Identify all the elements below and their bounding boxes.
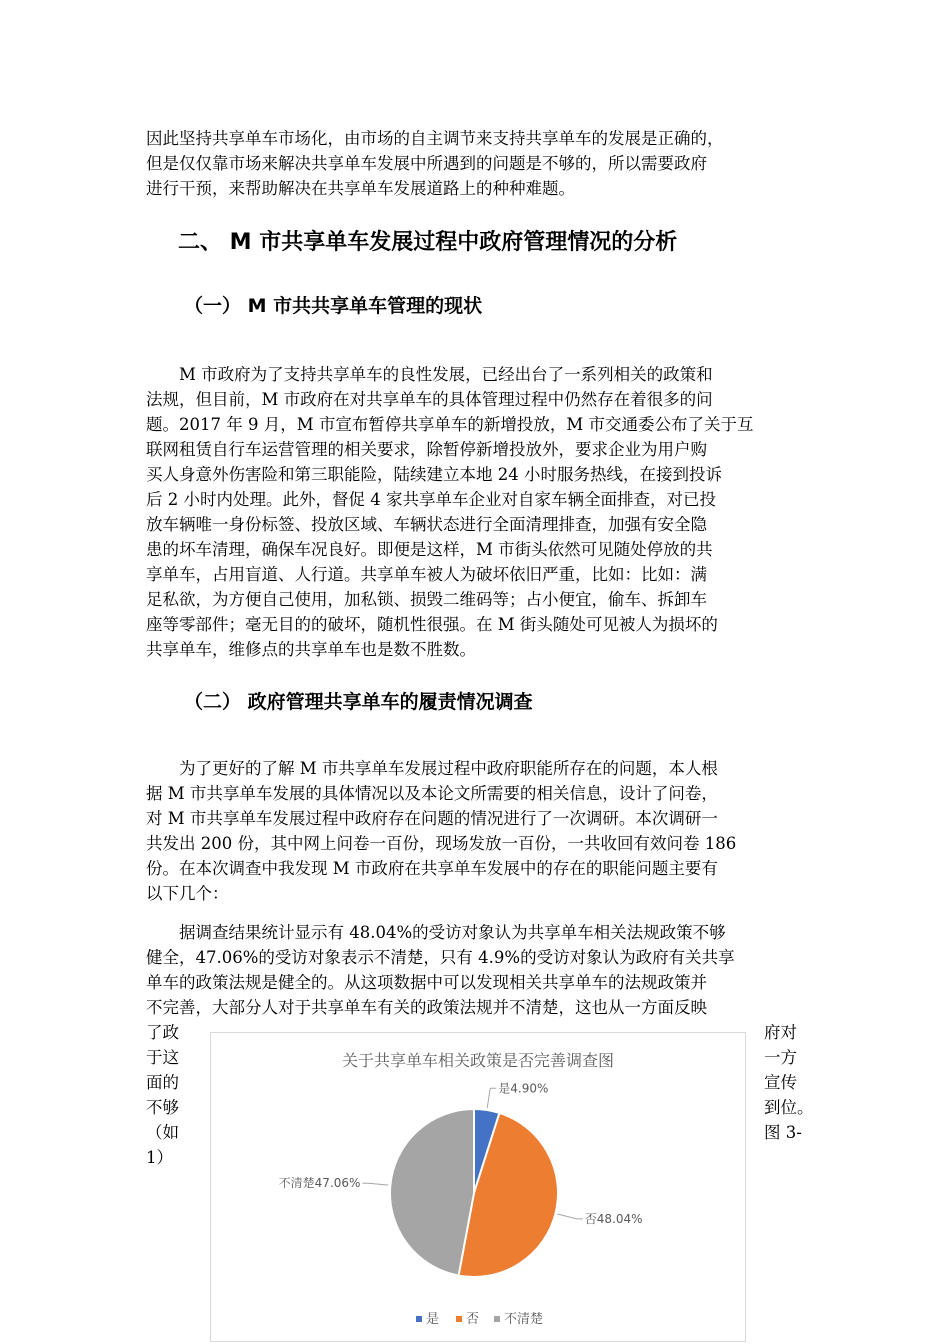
left-wrap-text: [146, 1020, 179, 1170]
text-line: 座等零部件；毫无目的的破坏，随机性很强。在 M 街头随处可见被人为损坏的: [146, 615, 718, 634]
text-line: 足私欲，为方便自己使用，加私锁、损毁二维码等；占小便宜，偷车、拆卸车: [146, 590, 707, 609]
section-heading: 二、 M 市共享单车发展过程中政府管理情况的分析: [178, 230, 678, 255]
text-line: 以下几个：: [146, 884, 229, 903]
data-label-0: 是4.90%: [498, 1081, 549, 1096]
legend-label-1: 否: [466, 1312, 480, 1327]
pie-chart-svg: [211, 1033, 745, 1341]
leader-line-2: [362, 1183, 388, 1185]
text-line: 联网租赁自行车运营管理的相关要求，除暂停新增投放外，要求企业为用户购: [146, 440, 707, 459]
pie-chart: [210, 1032, 746, 1342]
text-line: 不完善，大部分人对于共享单车有关的政策法规并不清楚，这也从一方面反映: [146, 998, 707, 1017]
leader-line-1: [557, 1214, 582, 1219]
text-line: 放车辆唯一身份标签、投放区域、车辆状态进行全面清理排查，加强有安全隐: [146, 515, 707, 534]
text-line: 共发出 200 份，其中网上问卷一百份，现场发放一百份，一共收回有效问卷 186: [146, 834, 737, 853]
text-line: 买人身意外伤害险和第三职能险，陆续建立本地 24 小时服务热线，在接到投诉: [146, 465, 722, 484]
text-line: 健全，47.06%的受访对象表示不清楚，只有 4.9%的受访对象认为政府有关共享: [146, 948, 735, 967]
text-line: 进行干预，来帮助解决在共享单车发展道路上的种种难题。: [146, 179, 575, 198]
right-wrap-text: [764, 1020, 814, 1145]
text-line: 份。在本次调查中我发现 M 市政府在共享单车发展中的存在的职能问题主要有: [146, 859, 718, 878]
legend-swatch-2: [494, 1316, 500, 1322]
text-fragment: 府对: [764, 1023, 797, 1042]
data-label-2: 不清楚47.06%: [278, 1176, 361, 1191]
text-fragment: 面的: [146, 1073, 179, 1092]
text-line: 后 2 小时内处理。此外，督促 4 家共享单车企业对自家车辆全面排查，对已投: [146, 490, 716, 509]
subsection-heading-1: （一） M 市共共享单车管理的现状: [184, 295, 483, 317]
text-fragment: 不够: [146, 1098, 179, 1117]
text-fragment: 图 3-: [764, 1123, 802, 1142]
text-line: M 市政府为了支持共享单车的良性发展，已经出台了一系列相关的政策和: [179, 365, 713, 384]
text-line: 因此坚持共享单车市场化，由市场的自主调节来支持共享单车的发展是正确的，: [146, 129, 724, 148]
paragraph-survey: [146, 756, 808, 906]
data-label-1: 否48.04%: [584, 1211, 643, 1226]
paragraph-results: [146, 920, 808, 1020]
legend-swatch-1: [456, 1316, 462, 1322]
text-line: 对 M 市共享单车发展过程中政府存在问题的情况进行了一次调研。本次调研一: [146, 809, 718, 828]
pie-slice-2: [390, 1109, 474, 1276]
chart-title: 关于共享单车相关政策是否完善调查图: [341, 1051, 615, 1070]
text-line: 单车的政策法规是健全的。从这项数据中可以发现相关共享单车的法规政策并: [146, 973, 707, 992]
text-fragment: （如: [146, 1123, 179, 1142]
text-line: 法规，但目前，M 市政府在对共享单车的具体管理过程中仍然存在着很多的问: [146, 390, 713, 409]
paragraph-current-situation: [146, 362, 808, 662]
text-fragment: 于这: [146, 1048, 179, 1067]
text-fragment: 了政: [146, 1023, 179, 1042]
legend-swatch-0: [416, 1316, 422, 1322]
subsection-heading-2: （二） 政府管理共享单车的履责情况调查: [184, 691, 533, 713]
text-line: 为了更好的了解 M 市共享单车发展过程中政府职能所存在的问题，本人根: [179, 759, 718, 778]
legend-label-0: 是: [426, 1312, 440, 1327]
text-line: 据 M 市共享单车发展的具体情况以及本论文所需要的相关信息，设计了问卷，: [146, 784, 718, 803]
text-line: 题。2017 年 9 月，M 市宣布暂停共享单车的新增投放，M 市交通委公布了关于互: [146, 415, 754, 434]
text-line: 据调查结果统计显示有 48.04%的受访对象认为共享单车相关法规政策不够: [179, 923, 726, 942]
text-line: 但是仅仅靠市场来解决共享单车发展中所遇到的问题是不够的，所以需要政府: [146, 154, 707, 173]
text-line: 共享单车，维修点的共享单车也是数不胜数。: [146, 640, 476, 659]
intro-paragraph: [146, 126, 808, 201]
text-line: 患的坏车清理，确保车况良好。即便是这样，M 市街头依然可见随处停放的共: [146, 540, 713, 559]
text-fragment: 宣传: [764, 1073, 797, 1092]
leader-line-0: [487, 1088, 496, 1108]
text-fragment: 到位。: [764, 1098, 814, 1117]
text-fragment: 1）: [146, 1148, 173, 1167]
text-fragment: 一方: [764, 1048, 797, 1067]
text-line: 享单车，占用盲道、人行道。共享单车被人为破坏依旧严重，比如：比如：满: [146, 565, 707, 584]
legend-label-2: 不清楚: [504, 1312, 544, 1327]
